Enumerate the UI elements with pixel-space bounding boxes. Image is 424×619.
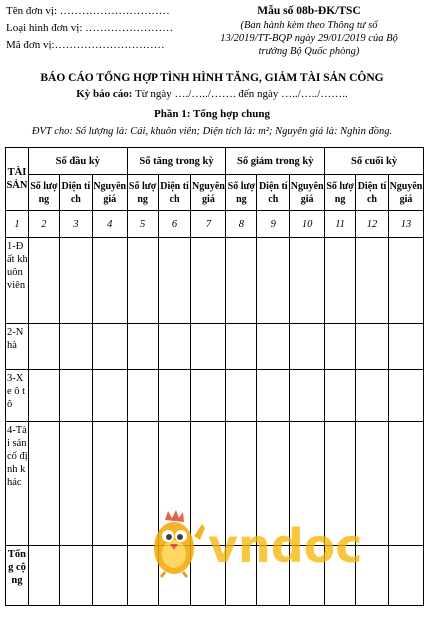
group-decrease: Số giảm trong kỳ: [226, 148, 325, 175]
subcol-area: Diện tích: [356, 175, 389, 211]
unit-type-line: Loại hình đơn vị: ……………………: [6, 22, 174, 34]
subcol-area: Diện tích: [59, 175, 92, 211]
legal-basis-line-1: (Ban hành kèm theo Thông tư số: [240, 20, 378, 31]
period-text: Từ ngày …./…../……. đến ngày …../…../……..: [132, 88, 348, 100]
row-label-building: 2-Nhà: [6, 324, 29, 370]
col-number: 3: [59, 211, 92, 238]
subcol-cost: Nguyên giá: [191, 175, 226, 211]
subcol-cost: Nguyên giá: [92, 175, 127, 211]
subcol-area: Diện tích: [257, 175, 290, 211]
subcol-quantity: Số lượng: [226, 175, 257, 211]
part-title: Phần 1: Tổng hợp chung: [154, 108, 270, 120]
table-row: [6, 324, 424, 370]
col-number: 10: [290, 211, 325, 238]
chicken-mascot-icon: [154, 510, 205, 577]
subcol-quantity: Số lượng: [28, 175, 59, 211]
col-number: 4: [92, 211, 127, 238]
subcolumn-header-row: [6, 175, 424, 211]
col-number: 2: [28, 211, 59, 238]
group-opening: Số đầu kỳ: [28, 148, 127, 175]
unit-name-line: Tên đơn vị: …………………………: [6, 5, 170, 17]
watermark-text: vndoc: [208, 519, 363, 573]
report-title: BÁO CÁO TỔNG HỢP TÌNH HÌNH TĂNG, GIẢM TÀI SẢN CÔNG: [40, 72, 384, 84]
column-number-row: [6, 211, 424, 238]
header-left: [6, 3, 173, 54]
row-label-total: Tổng cộng: [6, 546, 29, 606]
subcol-cost: Nguyên giá: [290, 175, 325, 211]
form-number: Mẫu số 08b-ĐK/TSC: [257, 5, 361, 17]
report-period: [0, 88, 424, 100]
row-label-other-fixed-assets: 4-Tài sản cố định khác: [6, 422, 29, 546]
period-label: Kỳ báo cáo:: [76, 88, 133, 100]
subcol-quantity: Số lượng: [127, 175, 158, 211]
subcol-cost: Nguyên giá: [388, 175, 423, 211]
row-label-land: 1-Đất khuôn viên: [6, 238, 29, 324]
col-number: 1: [6, 211, 29, 238]
group-increase: Số tăng trong kỳ: [127, 148, 226, 175]
unit-note: ĐVT cho: Số lượng là: Cái, khuôn viên; Diện tích là: m²; Nguyên giá là: Nghìn đồng.: [31, 126, 393, 137]
unit-code-line: Mã đơn vị:…………………………: [6, 39, 165, 51]
table-row: [6, 238, 424, 324]
legal-basis-line-2: 13/2019/TT-BQP ngày 29/01/2019 của Bộ: [220, 33, 398, 44]
col-asset-header: TÀI SẢN: [6, 148, 29, 211]
subcol-quantity: Số lượng: [325, 175, 356, 211]
row-label-car: 3-Xe ô tô: [6, 370, 29, 422]
group-closing: Số cuối kỳ: [325, 148, 424, 175]
col-number: 12: [356, 211, 389, 238]
vndoc-logo: [148, 506, 374, 578]
table-row: [6, 370, 424, 422]
col-number: 11: [325, 211, 356, 238]
col-number: 13: [388, 211, 423, 238]
group-header-row: [6, 148, 424, 175]
col-number: 6: [158, 211, 191, 238]
col-number: 5: [127, 211, 158, 238]
col-number: 9: [257, 211, 290, 238]
subcol-area: Diện tích: [158, 175, 191, 211]
vndoc-watermark: [148, 506, 374, 578]
header-right: [196, 3, 422, 58]
col-number: 8: [226, 211, 257, 238]
col-number: 7: [191, 211, 226, 238]
legal-basis-line-3: trưởng Bộ Quốc phòng): [258, 46, 360, 57]
